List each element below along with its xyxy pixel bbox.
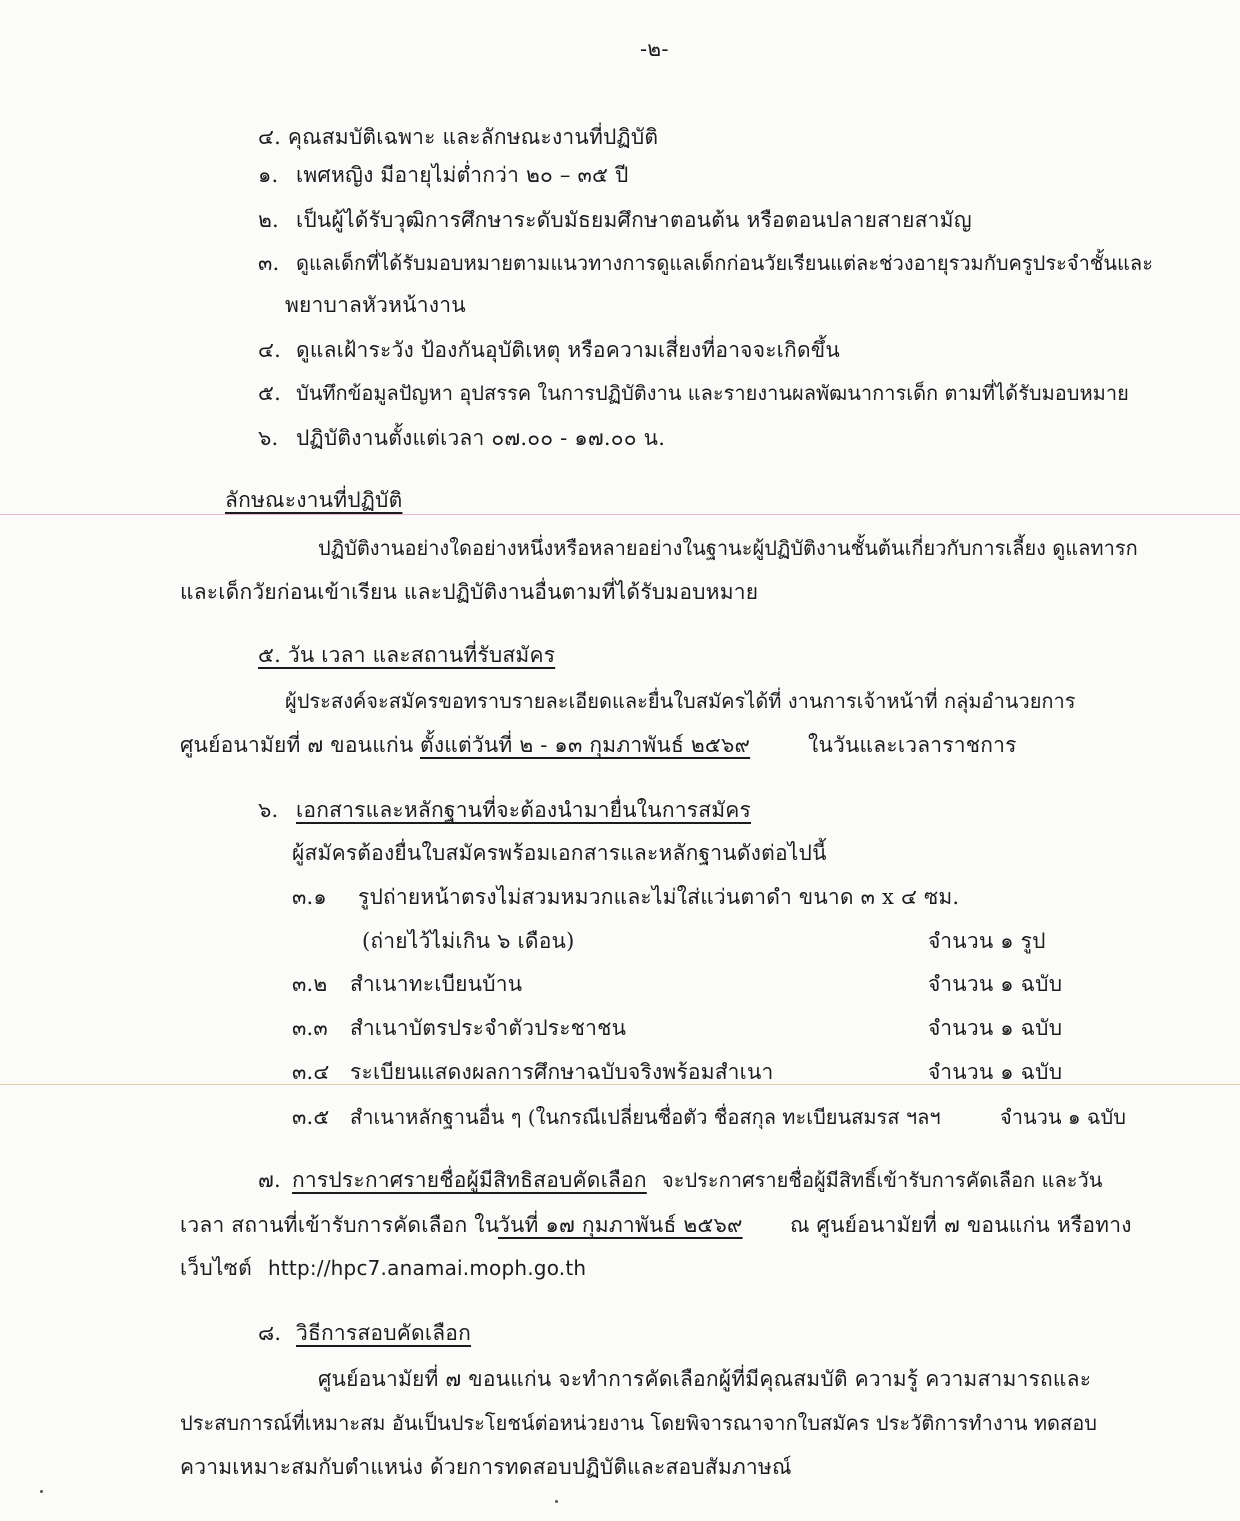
job-description-line-2: และเด็กวัยก่อนเข้าเรียน และปฏิบัติงานอื่นตามที่ได้รับมอบหมาย [180,580,759,604]
section-8-line-2: ประสบการณ์ที่เหมาะสม อันเป็นประโยชน์ต่อหน่วยงาน โดยพิจารณาจากใบสมัคร ประวัติการทำงาน ทดสอบ [180,1411,1097,1435]
website-url[interactable]: http://hpc7.anamai.moph.go.th [268,1256,587,1280]
doc-item-4-number: ๓.๔ [292,1060,330,1084]
application-period: ตั้งแต่วันที่ ๒ - ๑๓ กุมภาพันธ์ ๒๕๖๙ [420,733,751,757]
job-description-heading: ลักษณะงานที่ปฏิบัติ [225,488,403,512]
doc-item-3-number: ๓.๓ [292,1016,328,1040]
doc-item-4-text: ระเบียนแสดงผลการศึกษาฉบับจริงพร้อมสำเนา [350,1060,774,1084]
section-8-line-1: ศูนย์อนามัยที่ ๗ ขอนแก่น จะทำการคัดเลือกผู้ที่มีคุณสมบัติ ความรู้ ความสามารถและ [318,1367,1092,1391]
doc-item-4-quantity: จำนวน ๑ ฉบับ [928,1060,1063,1084]
doc-item-1-number: ๓.๑ [292,885,327,909]
scan-speck [40,1490,43,1493]
scan-artifact-line [0,514,1240,515]
announcement-date: วันที่ ๑๗ กุมภาพันธ์ ๒๕๖๙ [498,1213,743,1237]
section-4-heading: ๔. คุณสมบัติเฉพาะ และลักษณะงานที่ปฏิบัติ [258,125,659,149]
section-7-number: ๗. [258,1168,281,1192]
section-6-heading: เอกสารและหลักฐานที่จะต้องนำมายื่นในการสมัคร [296,798,751,822]
section-7-line-1: จะประกาศรายชื่อผู้มีสิทธิ์เข้ารับการคัดเลือก และวัน [662,1168,1103,1192]
section-8-line-3: ความเหมาะสมกับตำแหน่ง ด้วยการทดสอบปฏิบัติและสอบสัมภาษณ์ [180,1455,792,1479]
sec4-item-3-text: ดูแลเด็กที่ได้รับมอบหมายตามแนวทางการดูแลเด็กก่อนวัยเรียนแต่ละช่วงอายุรวมกับครูประจำชั้นและ [296,251,1153,275]
sec4-item-4-text: ดูแลเฝ้าระวัง ป้องกันอุบัติเหตุ หรือความเสี่ยงที่อาจจะเกิดขึ้น [296,338,840,362]
section-5-line-2-location: ศูนย์อนามัยที่ ๗ ขอนแก่น [180,733,414,757]
section-7-website-label: เว็บไซต์ [180,1256,252,1280]
section-7-line-2-start: เวลา สถานที่เข้ารับการคัดเลือก ใน [180,1213,500,1237]
section-5-line-2-hours: ในวันและเวลาราชการ [808,733,1017,757]
sec4-item-6-text: ปฏิบัติงานตั้งแต่เวลา ๐๗.๐๐ - ๑๗.๐๐ น. [296,426,666,450]
sec4-item-5-number: ๕. [258,381,281,405]
scan-speck [555,1500,558,1503]
doc-item-3-text: สำเนาบัตรประจำตัวประชาชน [350,1016,627,1040]
section-8-number: ๘. [258,1321,282,1345]
doc-item-1-subtext: (ถ่ายไว้ไม่เกิน ๖ เดือน) [362,929,575,953]
section-6-number: ๖. [258,798,279,822]
doc-item-5-number: ๓.๕ [292,1105,330,1129]
sec4-item-6-number: ๖. [258,426,279,450]
doc-item-2-text: สำเนาทะเบียนบ้าน [350,972,523,996]
sec4-item-4-number: ๔. [258,338,281,362]
doc-item-5-quantity: จำนวน ๑ ฉบับ [1000,1105,1126,1129]
sec4-item-2-number: ๒. [258,208,279,232]
sec4-item-3-number: ๓. [258,251,280,275]
section-5-line-1: ผู้ประสงค์จะสมัครขอทราบรายละเอียดและยื่นใบสมัครได้ที่ งานการเจ้าหน้าที่ กลุ่มอำนวยการ [285,689,1076,713]
section-5-heading: ๕. วัน เวลา และสถานที่รับสมัคร [258,643,556,667]
section-8-heading: วิธีการสอบคัดเลือก [296,1321,472,1345]
doc-item-3-quantity: จำนวน ๑ ฉบับ [928,1016,1063,1040]
doc-item-2-number: ๓.๒ [292,972,328,996]
sec4-item-2-text: เป็นผู้ได้รับวุฒิการศึกษาระดับมัธยมศึกษาตอนต้น หรือตอนปลายสายสามัญ [296,208,972,232]
sec4-item-5-text: บันทึกข้อมูลปัญหา อุปสรรค ในการปฏิบัติงาน และรายงานผลพัฒนาการเด็ก ตามที่ได้รับมอบหมาย [296,381,1129,405]
scan-artifact-line [0,1084,1240,1085]
sec4-item-1-text: เพศหญิง มีอายุไม่ต่ำกว่า ๒๐ – ๓๕ ปี [296,163,629,187]
doc-item-2-quantity: จำนวน ๑ ฉบับ [928,972,1063,996]
section-7-heading: การประกาศรายชื่อผู้มีสิทธิสอบคัดเลือก [292,1168,647,1192]
sec4-item-3-continuation: พยาบาลหัวหน้างาน [285,293,466,317]
sec4-item-1-number: ๑. [258,163,279,187]
page-number: -๒- [640,37,669,61]
section-7-line-2-end: ณ ศูนย์อนามัยที่ ๗ ขอนแก่น หรือทาง [790,1213,1132,1237]
section-6-intro: ผู้สมัครต้องยื่นใบสมัครพร้อมเอกสารและหลักฐานดังต่อไปนี้ [292,841,827,865]
doc-item-1-text: รูปถ่ายหน้าตรงไม่สวมหมวกและไม่ใส่แว่นตาดำ ขนาด ๓ x ๔ ซม. [358,885,960,909]
job-description-line-1: ปฏิบัติงานอย่างใดอย่างหนึ่งหรือหลายอย่างในฐานะผู้ปฏิบัติงานชั้นต้นเกี่ยวกับการเลี้ยง ดูแลทารก [318,536,1138,560]
doc-item-1-quantity: จำนวน ๑ รูป [928,929,1046,953]
doc-item-5-text: สำเนาหลักฐานอื่น ๆ (ในกรณีเปลี่ยนชื่อตัว ชื่อสกุล ทะเบียนสมรส ฯลฯ [350,1105,941,1129]
